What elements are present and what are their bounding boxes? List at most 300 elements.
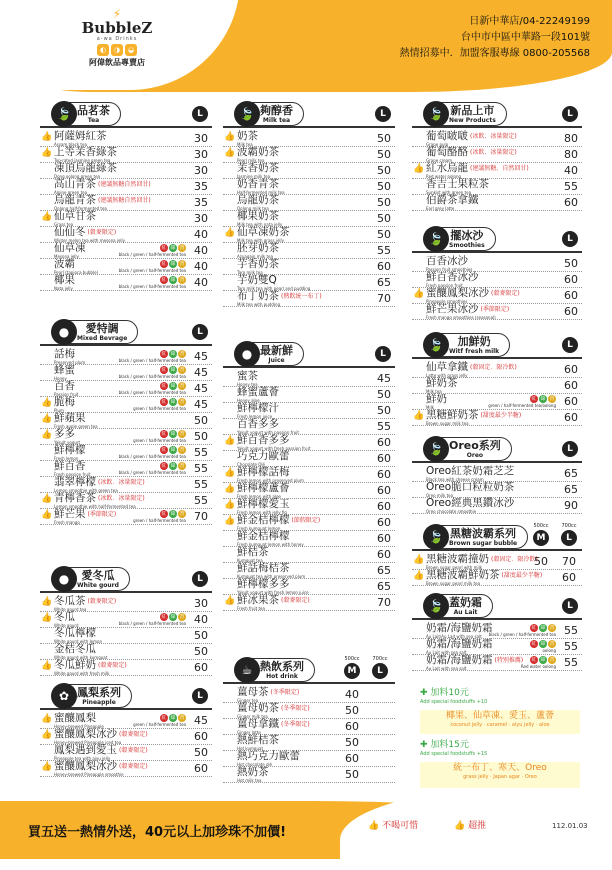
tea-base-options: [133, 714, 186, 727]
item-name-line: [237, 371, 395, 382]
item-price: 55: [194, 494, 208, 507]
thumbs-up-icon: 👍: [224, 500, 236, 510]
item-name-en: Fresh lemon juice: [237, 414, 273, 419]
yellow-dot-icon: 青: [179, 277, 185, 283]
thumbs-up-icon: 👍: [413, 164, 425, 174]
menu-item: [412, 147, 582, 163]
item-name-line: [237, 291, 395, 302]
menu-item: [40, 644, 212, 660]
menu-item: [40, 275, 212, 291]
thumbs-up-icon: 👍: [224, 484, 236, 494]
item-name-en: Milk tea with nata jelly: [237, 222, 283, 227]
item-price: 40: [194, 244, 208, 257]
menu-item: [412, 362, 582, 378]
item-name-line: [426, 256, 582, 267]
item-name-en: Winter melon tea with mesona jelly: [54, 238, 125, 243]
item-name-en: Dong oolong green tea: [54, 174, 100, 179]
milktea-header: [223, 100, 395, 128]
item-name-en: Pearl milk tea: [237, 158, 265, 163]
red-dot-icon: 紅: [161, 367, 167, 373]
hot-section: [223, 656, 395, 783]
item-name: 冬瓜鮮奶: [54, 659, 96, 671]
item-price: 60: [194, 730, 208, 743]
addon-15-items-en: grass jelly · Japan agar · Oreo: [463, 774, 537, 780]
item-name: 百香冰沙: [426, 255, 468, 267]
hot-header: [223, 656, 395, 684]
green-dot-icon: 綠: [170, 399, 176, 405]
size-badge: L: [372, 663, 388, 679]
yellow-dot-icon: 青: [179, 261, 185, 267]
item-price: 50: [194, 414, 208, 427]
brand-name: BubbleZ: [81, 19, 153, 37]
menu-item: [412, 498, 582, 514]
item-price: 55: [194, 446, 208, 459]
menu-item: [40, 596, 212, 612]
section-leaf-icon: ●: [51, 566, 77, 592]
item-name-en: Brown sugar pearl milk tea: [426, 581, 481, 586]
juice-section: [223, 340, 395, 611]
item-name-line: [54, 729, 212, 740]
section-leaf-icon: 🍃: [423, 332, 449, 358]
menu-item: [223, 211, 395, 227]
addon-10-en: Add special foodstuffs +10: [420, 699, 488, 705]
item-name-en: Top-rated jasmine green tea: [54, 158, 111, 163]
item-name-en: Plum: [54, 408, 64, 413]
store-name-phone: 日新中華店/04-22249199: [469, 16, 590, 27]
item-name-en: Hot kumquat: [237, 746, 264, 751]
item-name: 鮮檸檬蘆薈: [237, 482, 290, 494]
item-price: 50: [534, 555, 548, 568]
item-name-line: [237, 595, 395, 606]
item-name-en: Alpine green tea: [54, 190, 88, 195]
store-address: 台中市中區中華路一段101號: [460, 32, 590, 43]
item-name-line: [54, 628, 212, 639]
thumbs-up-icon: 👍: [224, 516, 236, 526]
section-title-pill: [235, 102, 304, 126]
item-price: 55: [564, 624, 578, 637]
item-note: (冰飲．冰量限定): [98, 495, 145, 502]
item-note: (建議無糖自然回甘): [98, 181, 151, 188]
item-name-en: Mesona jelly: [54, 254, 79, 259]
item-name: 脆梅: [54, 396, 75, 408]
section-title-pill: [424, 594, 493, 618]
item-name-en: Milk tea: [426, 389, 442, 394]
section-title-en: Juice: [268, 357, 285, 364]
item-price: 70: [377, 292, 391, 305]
item-name-en: Black tea with cheese cream: [426, 477, 484, 482]
thumbs-up-icon: 👍: [413, 571, 425, 581]
item-name-en: Taro milk tea with pearl and pudding: [237, 286, 311, 291]
item-name: 鮮百香多多: [237, 434, 290, 446]
tea-base-text: black / green / half-fermented tea: [118, 268, 186, 273]
item-name: 熱巧克力歐蕾: [237, 750, 300, 762]
thumbs-up-icon: 👍: [41, 661, 53, 671]
item-price: 50: [377, 404, 391, 417]
tea-base-text: green / half-fermented tea: [133, 722, 186, 727]
item-price: 90: [564, 499, 578, 512]
menu-item: [412, 410, 582, 426]
item-price: 50: [564, 257, 578, 270]
section-title-en: New Products: [449, 117, 496, 124]
tea-base-options: [119, 382, 186, 395]
item-name: 布丁奶茶: [237, 290, 279, 302]
item-name-line: [54, 147, 212, 158]
item-price: 65: [564, 483, 578, 496]
item-price: 60: [564, 305, 578, 318]
addon-10-items-en: coconut jelly · caramel · aiyu jelly · aloe: [450, 722, 550, 728]
menu-item: [40, 243, 212, 259]
item-note: (穀固定．限冷飲): [491, 556, 538, 563]
item-name-line: [237, 451, 395, 462]
store-recruit: 熱情招募中．加盟客服專線 0800-205568: [399, 48, 590, 59]
item-price: 80: [564, 148, 578, 161]
section-title-pill: [424, 437, 512, 461]
thumbs-up-icon: 👍: [224, 132, 236, 142]
item-name-en: White gourd with kumquat: [54, 655, 108, 660]
item-note: (冬季限定): [281, 721, 310, 728]
item-name-en: Ginger latte: [237, 730, 261, 735]
tea-base-text: green / half-fermented tea: [133, 518, 186, 523]
item-name-en: Sunkist with green tea: [426, 190, 472, 195]
item-name-line: [237, 751, 395, 762]
yellow-dot-icon: 青: [179, 463, 185, 469]
yellow-dot-icon: 青: [179, 351, 185, 357]
thumbs-up-icon: 👍: [224, 468, 236, 478]
tea-base-options: [133, 430, 186, 443]
item-name: 上等茉香綠茶: [54, 146, 117, 158]
item-name-en: Passion fruit: [54, 392, 79, 397]
item-price: 50: [345, 768, 359, 781]
menu-item: [40, 660, 212, 676]
item-price: 50: [377, 388, 391, 401]
item-name-en: Kumquat tea with preserved plum: [237, 574, 306, 579]
item-name: 奶茶: [237, 130, 258, 142]
item-name-line: [237, 687, 395, 698]
green-dot-icon: 綠: [170, 367, 176, 373]
item-name: 鮮檸檬愛玉: [237, 498, 290, 510]
item-note: (穀麥限定): [491, 290, 520, 297]
item-name: 香吉士果粒茶: [426, 178, 489, 190]
special-section: [40, 318, 212, 525]
tea-base-options: [119, 260, 186, 273]
newitems-header: [412, 100, 582, 128]
item-name-en: Fresh lemon with preserved plum: [237, 478, 304, 483]
item-note: (冰飲．冰量限定): [470, 149, 517, 156]
item-name: 椰果奶茶: [237, 210, 279, 222]
tea-base-text: black / green / half-fermented tea: [118, 390, 186, 395]
menu-item: [223, 243, 395, 259]
item-name-line: [54, 211, 212, 222]
item-name-line: [54, 761, 212, 772]
item-name: 仙仙冬: [54, 226, 86, 238]
section-title-en: Hot drink: [266, 673, 298, 680]
melon-section: [40, 565, 212, 676]
item-name: 蜜釀鳳梨: [54, 712, 96, 724]
item-price: 50: [377, 148, 391, 161]
item-name: 奶霜/海鹽奶霜: [426, 622, 493, 634]
item-name-en: Preserved plum: [54, 360, 86, 365]
thumbs-up-icon: 👍: [41, 597, 53, 607]
tea-base-options: [133, 510, 186, 523]
pineapple-header: [40, 682, 212, 710]
item-name: 胚芽奶茶: [237, 242, 279, 254]
green-dot-icon: 綠: [170, 511, 176, 517]
size-badge: L: [562, 598, 578, 614]
item-name-en: Kumquat tea: [237, 558, 263, 563]
size-volume: 500cc: [533, 523, 549, 529]
item-name-line: [54, 131, 212, 142]
item-name-line: [237, 163, 395, 174]
green-dot-icon: 綠: [170, 463, 176, 469]
section-title: 愛冬瓜: [81, 569, 115, 582]
item-name-line: [237, 259, 395, 270]
item-price: 60: [564, 379, 578, 392]
thumbs-up-icon: 👍: [413, 289, 425, 299]
red-dot-icon: 紅: [161, 715, 167, 721]
cup-icon: ◑: [111, 44, 123, 56]
red-dot-icon: 紅: [531, 396, 537, 402]
menu-item: [223, 467, 395, 483]
section-title-pill: [52, 567, 130, 591]
item-name: 鮮桔茶: [237, 546, 269, 558]
item-price: 40: [564, 164, 578, 177]
item-name-en: Au Lait/Au Lait with sea salt: [426, 634, 482, 639]
section-title: 鳳梨系列: [77, 686, 121, 699]
item-name-line: [54, 413, 212, 424]
menu-item: [223, 227, 395, 243]
item-name: 鮮芒果: [54, 508, 86, 520]
menu-item: [223, 403, 395, 419]
item-price: 45: [194, 350, 208, 363]
item-name-en: Honey tea: [237, 382, 258, 387]
item-note: (穀麥限定): [119, 763, 148, 770]
item-price: 35: [194, 180, 208, 193]
menu-item: [223, 195, 395, 211]
item-note: (冰飲．冰量限定): [470, 133, 517, 140]
item-name-en: Nata jelly: [54, 286, 73, 291]
tea-base-options: [119, 244, 186, 257]
item-name-line: [426, 482, 582, 493]
menu-item: [40, 195, 212, 211]
menu-item: [223, 179, 395, 195]
item-name: 金桔冬瓜: [54, 643, 96, 655]
menu-item: [412, 394, 582, 410]
item-name-en: Pineapple tea with aiyu jelly: [54, 756, 111, 761]
item-name-en: Honey-brewed Pineapple: [54, 724, 104, 729]
recommended-legend: [454, 818, 486, 831]
item-note: (甜度最少半糖): [480, 412, 522, 419]
item-name: 冬瓜檸檬: [54, 627, 96, 639]
item-price: 50: [377, 212, 391, 225]
tea-base-options: [119, 276, 186, 289]
menu-item: [40, 713, 212, 729]
pineapple-section: [40, 682, 212, 777]
addon-15-label: 加料15元: [430, 740, 469, 750]
tea-base-text: black / green / half-fermented tea: [118, 470, 186, 475]
item-name-en: Honey-brewed Pineapple smoothie: [54, 772, 124, 777]
item-note: (熱飲統一布丁): [281, 293, 322, 300]
item-name: 奶霜/海鹽奶霜: [426, 638, 493, 650]
item-name-en: Grass tea: [54, 222, 74, 227]
item-name-en: Chocolate Olé: [237, 462, 266, 467]
item-price: 60: [377, 500, 391, 513]
item-name-line: [54, 745, 212, 756]
item-price: 60: [194, 661, 208, 674]
size-volume: 500cc: [344, 656, 360, 662]
section-title: 夠醇香: [260, 104, 293, 117]
thumbs-up-icon: 👍: [413, 555, 425, 565]
menu-item: [223, 563, 395, 579]
item-name-en: Lemon smoothie with half-fermented tea: [54, 504, 136, 509]
item-price: 60: [377, 516, 391, 529]
green-dot-icon: 綠: [170, 715, 176, 721]
item-name: 黑糖鮮奶茶: [426, 409, 479, 421]
green-dot-icon: 綠: [170, 614, 176, 620]
item-name-line: [54, 493, 212, 504]
size-badge: M: [344, 663, 360, 679]
item-name: 黑糖波霸撞奶: [426, 553, 489, 565]
size-column: [558, 523, 580, 546]
menu-item: [40, 612, 212, 628]
item-name: 仙草凍奶茶: [237, 226, 290, 238]
tea-base-options: [488, 395, 556, 408]
au-lait-section: [412, 592, 582, 671]
thumbs-up-icon: 👍: [224, 436, 236, 446]
item-price: 35: [194, 196, 208, 209]
green-dot-icon: 綠: [540, 396, 546, 402]
item-name: 冬瓜茶: [54, 595, 86, 607]
size-volume: 700cc: [372, 656, 388, 662]
item-note: (冬季限定): [270, 689, 300, 696]
tea-base-text: green / half-fermented tea: [133, 406, 186, 411]
item-name-line: [426, 378, 582, 389]
item-name-en: Grape pulp: [426, 142, 449, 147]
tea-base-options: [133, 398, 186, 411]
item-price: 50: [377, 164, 391, 177]
tea-base-text: black / green / half-fermented tea: [118, 252, 186, 257]
brand-logo: [72, 8, 162, 68]
thumbs-up-icon: 👍: [41, 762, 53, 772]
brownsugar-header: [412, 523, 582, 551]
tea-base-text: Red water oolong: [520, 664, 556, 669]
item-name: 烏龍青茶: [54, 194, 96, 206]
item-name: 芋奶雙Q: [237, 274, 277, 286]
menu-item: [40, 745, 212, 761]
item-note: (季節限定): [87, 511, 117, 518]
item-note: (建議無糖、自然回甘): [470, 165, 529, 172]
tea-base-text: green / half-fermented tea: [133, 438, 186, 443]
menu-item: [412, 272, 582, 288]
addon-15-items: 統一布丁、寒天、Oreo: [453, 763, 547, 773]
item-name-line: [237, 703, 395, 714]
section-title: 熱飲系列: [260, 660, 304, 673]
item-note: (穀麥限定): [98, 662, 127, 669]
item-name-line: [54, 163, 212, 174]
item-name: 熱鮮桔茶: [237, 734, 279, 746]
item-name: 鮮奶: [426, 393, 447, 405]
item-price: 30: [194, 164, 208, 177]
item-name-en: Azuagain milk tea: [237, 254, 273, 259]
item-name-en: Earl grey latte: [426, 206, 455, 211]
green-dot-icon: 綠: [170, 261, 176, 267]
section-leaf-icon: ●: [234, 341, 260, 367]
item-name-en: Fresh passion fruit: [54, 472, 91, 477]
item-name-line: [237, 243, 395, 254]
item-name: 蜜釀鳳梨冰沙: [54, 760, 117, 772]
section-title: 黑糖波霸系列: [450, 527, 517, 540]
menu-item: [40, 179, 212, 195]
item-note: (冰飲．冰量限定): [98, 479, 145, 486]
menu-item: [412, 655, 582, 671]
thumbs-up-icon: 👍: [41, 414, 53, 424]
item-price: 70: [194, 510, 208, 523]
item-name-en: Red water oolong: [426, 174, 462, 179]
item-name-line: [237, 563, 395, 574]
item-note: (甜度最少半糖): [501, 572, 543, 579]
item-name: 紅水烏龍: [426, 162, 468, 174]
menu-item: [40, 259, 212, 275]
menu-item: [40, 477, 212, 493]
item-name-line: [54, 195, 212, 206]
item-name-en: Pearl (tapioca bubble): [54, 270, 99, 275]
section-title-pill: [424, 333, 510, 357]
thumbs-up-icon: 👍: [41, 494, 53, 504]
green-dot-icon: 綠: [170, 277, 176, 283]
item-name-en: Oolong milk tea: [237, 206, 269, 211]
section-leaf-icon: ✿: [51, 683, 77, 709]
item-name-line: [426, 304, 582, 315]
section-leaf-icon: 🍃: [423, 436, 449, 462]
brown-sugar-section: [412, 523, 582, 586]
section-title: 愛特調: [85, 322, 119, 335]
item-name: 鮮檸檬話梅: [237, 466, 290, 478]
item-name-line: [237, 403, 395, 414]
item-name: 蜜釀鳳梨冰沙: [54, 728, 117, 740]
thumbs-up-icon: 👍: [41, 714, 53, 724]
red-dot-icon: 紅: [161, 511, 167, 517]
menu-item: [223, 703, 395, 719]
item-name: 鮮奶茶: [426, 377, 458, 389]
item-note: (穀麥限定): [87, 229, 117, 236]
item-name-en: Oreo chocolate smoothie: [426, 509, 477, 514]
item-price: 50: [194, 746, 208, 759]
menu-item: [223, 579, 395, 595]
tea-base-text: oolong: [542, 648, 556, 653]
section-leaf-icon: 🍃: [423, 226, 449, 252]
addon-15-title: ✚ 加料15元 Add special foodstuffs +15: [420, 740, 488, 757]
section-title-en: Au Lait: [453, 609, 478, 616]
item-price: 60: [564, 395, 578, 408]
size-badge: L: [375, 346, 391, 362]
yellow-dot-icon: 青: [179, 715, 185, 721]
item-name: 葡萄啵啵: [426, 130, 468, 142]
section-leaf-icon: 🍃: [51, 101, 77, 127]
oreo-section: [412, 435, 582, 514]
thumbs-up-icon: 👍: [368, 821, 380, 831]
green-dot-icon: 綠: [540, 641, 546, 647]
tea-base-options: [119, 613, 186, 626]
menu-item: [40, 163, 212, 179]
menu-item: [412, 570, 582, 586]
item-name-line: [426, 362, 582, 373]
size-column: [369, 656, 391, 679]
item-price: 55: [377, 244, 391, 257]
size-badge: M: [533, 530, 549, 546]
item-price: 30: [194, 597, 208, 610]
item-name-line: [426, 288, 582, 299]
tea-base-options: [489, 624, 556, 637]
item-name: 鮮話梅桔茶: [237, 562, 290, 574]
